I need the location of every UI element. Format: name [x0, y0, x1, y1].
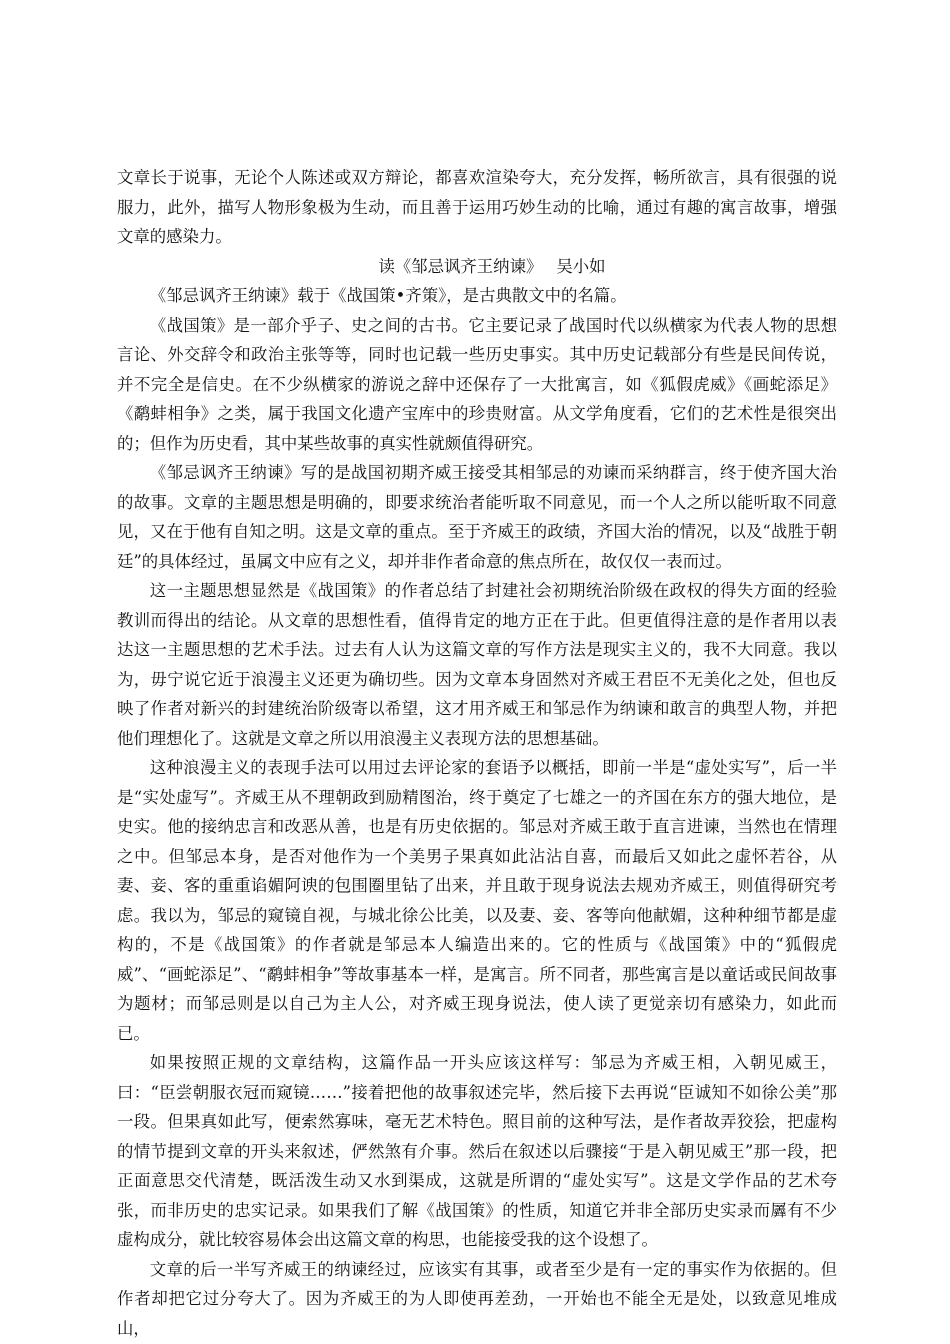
article-title: 读《邹忌讽齐王纳谏》 [378, 256, 543, 276]
paragraph-4: 这一主题思想显然是《战国策》的作者总结了封建社会初期统治阶级在政权的得失方面的经验教训而得出的结论。从文章的思想性看，值得肯定的地方正在于此。但更值得注意的是作者用以表达这一主题思想的艺术手法。过去有人认为这篇文章的写作方法是现实主义的，我不大同意。我以为，毋宁说它近于浪漫主义还更为确切些。因为文章本身固然对齐威王君臣不无美化之处，但也反映了作者对新兴的封建统治阶级寄以希望，这才用齐威王和邹忌作为纳谏和敢言的典型人物，并把他们理想化了。这就是文章之所以用浪漫主义表现方法的思想基础。 [117, 581, 837, 748]
article-heading [117, 252, 837, 282]
article-author: 吴小如 [556, 256, 606, 276]
paragraph-1: 《邹忌讽齐王纳谏》载于《战国策•齐策》，是古典散文中的名篇。 [149, 286, 627, 305]
paragraph-6: 如果按照正规的文章结构，这篇作品一开头应该这样写：邹忌为齐威王相，入朝见威王，曰：“臣尝朝服衣冠而窥镜……”接着把他的故事叙述完毕，然后接下去再说“臣诚知不如徐公美”那一段。但果真如此写，便索然寡味，毫无艺术特色。照目前的这种写法，是作者故弄狡狯，把虚构的情节提到文章的开头来叙述，俨然煞有介事。然后在叙述以后骤接“于是入朝见威王”那一段，把正面意思交代清楚，既活泼生动又水到渠成，这就是所谓的“虚处实写”。这是文学作品的艺术夸张，而非历史的忠实记录。如果我们了解《战国策》的性质，知道它并非全部历史实录而羼有不少虚构成分，就比较容易体会出这篇文章的构思，也能接受我的这个设想了。 [117, 1053, 837, 1249]
article-body [117, 163, 837, 1343]
paragraph-5: 这种浪漫主义的表现手法可以用过去评论家的套语予以概括，即前一半是“虚处实写”，后一半是“实处虚写”。齐威王从不理朝政到励精图治，终于奠定了七雄之一的齐国在东方的强大地位，是史实。他的接纳忠言和改恶从善，也是有历史依据的。邹忌对齐威王敢于直言进谏，当然也在情理之中。但邹忌本身，是否对他作为一个美男子果真如此沾沾自喜，而最后又如此之虚怀若谷，从妻、妾、客的重重谄媚阿谀的包围圈里钻了出来，并且敢于现身说法去规劝齐威王，则值得研究考虑。我以为，邹忌的窥镜自视，与城北徐公比美，以及妻、妾、客等向他献媚，这种种细节都是虚构的，不是《战国策》的作者就是邹忌本人编造出来的。它的性质与《战国策》中的“狐假虎威”、“画蛇添足”、“鹬蚌相争”等故事基本一样，是寓言。所不同者，那些寓言是以童话或民间故事为题材；而邹忌则是以自己为主人公，对齐威王现身说法，使人读了更觉亲切有感染力，如此而已。 [117, 758, 837, 1043]
paragraph-2: 《战国策》是一部介乎子、史之间的古书。它主要记录了战国时代以纵横家为代表人物的思想言论、外交辞令和政治主张等等，同时也记载一些历史事实。其中历史记载部分有些是民间传说，并不完全是信史。在不少纵横家的游说之辞中还保存了一大批寓言，如《狐假虎威》《画蛇添足》《鹬蚌相争》之类，属于我国文化遗产宝库中的珍贵财富。从文学角度看，它们的艺术性是很突出的；但作为历史看，其中某些故事的真实性就颇值得研究。 [117, 315, 837, 453]
paragraph-7: 文章的后一半写齐威王的纳谏经过，应该实有其事，或者至少是有一定的事实作为依据的。但作者却把它过分夸大了。因为齐威王的为人即使再差劲，一开始也不能全无是处，以致意见堆成山， [117, 1259, 837, 1338]
intro-paragraph: 文章长于说事，无论个人陈述或双方辩论，都喜欢渲染夸大，充分发挥，畅所欲言，具有很强的说服力，此外，描写人物形象极为生动，而且善于运用巧妙生动的比喻，通过有趣的寓言故事，增强文章的感染力。 [117, 168, 837, 246]
paragraph-3: 《邹忌讽齐王纳谏》写的是战国初期齐威王接受其相邹忌的劝谏而采纳群言，终于使齐国大治的故事。文章的主题思想是明确的，即要求统治者能听取不同意见，而一个人之所以能听取不同意见，又在于他有自知之明。这是文章的重点。至于齐威王的政绩，齐国大治的情况，以及“战胜于朝廷”的具体经过，虽属文中应有之义，却并非作者命意的焦点所在，故仅仅一表而过。 [117, 463, 837, 571]
